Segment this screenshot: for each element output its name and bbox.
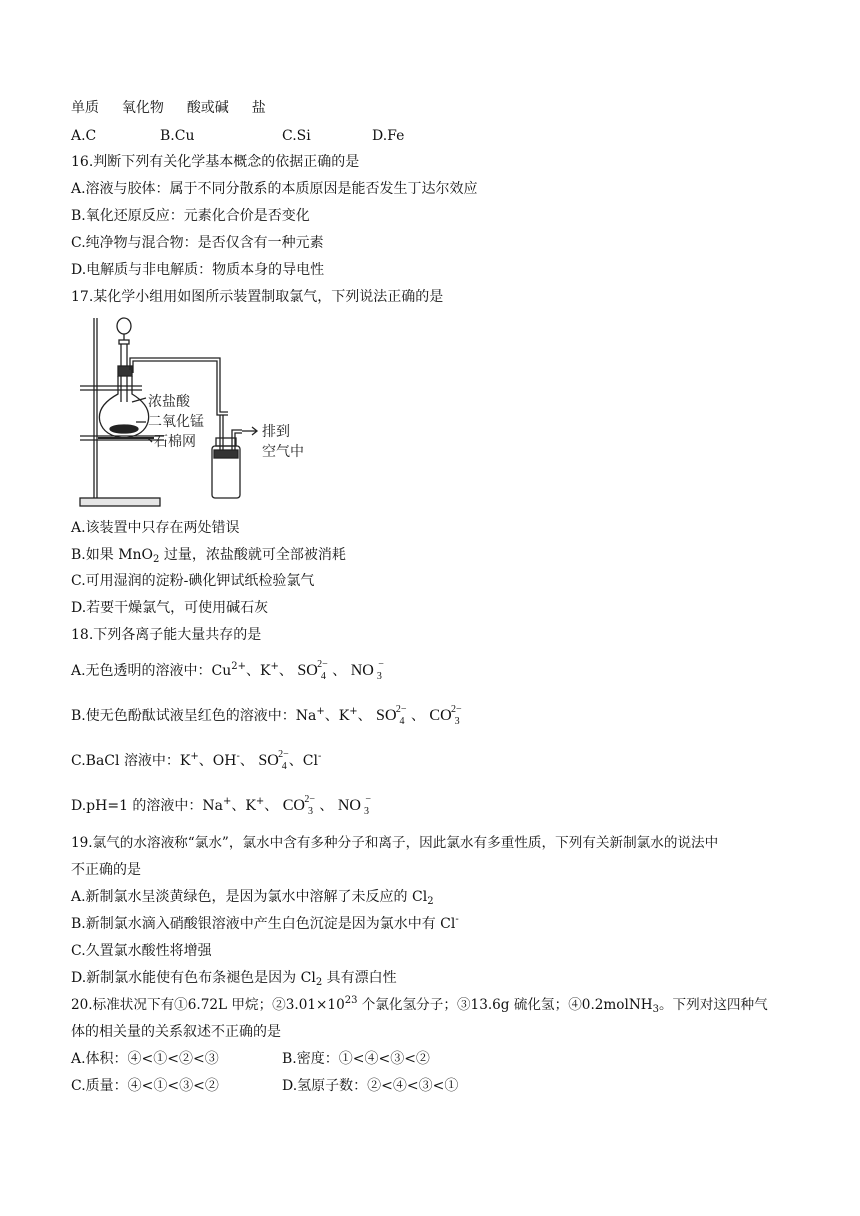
ion-nitrate: NO − 3	[350, 659, 384, 682]
q19-option-d: D.新制氯水能使有色布条褪色是因为 $Cl_2$ 具有漂白性	[71, 970, 397, 988]
table-header-row	[71, 99, 266, 117]
header-oxide: 氧化物	[121, 100, 164, 116]
q20-stem-line2: 体的相关量的关系叙述不正确的是	[71, 1024, 281, 1040]
q16-stem: 16.判断下列有关化学基本概念的依据正确的是	[71, 154, 360, 170]
ion-sulfate: SO 2− 4	[258, 749, 289, 772]
ion-sulfate: SO 2− 4	[297, 659, 328, 682]
q17-stem: 17.某化学小组用如图所示装置制取氯气，下列说法正确的是	[71, 289, 444, 305]
q18-option-d: D.pH=1 的溶液中：Na+、K+、 CO 2− 3 、 NO − 3	[71, 794, 371, 817]
q15-option-b: B.Cu	[160, 128, 195, 144]
label-exhaust-2: 空气中	[262, 444, 304, 460]
q16-option-b: B.氧化还原反应：元素化合价是否变化	[71, 208, 310, 224]
header-salt: 盐	[251, 100, 266, 116]
header-element: 单质	[71, 100, 99, 116]
q20-option-d: D.氢原子数：②<④<③<①	[282, 1078, 459, 1094]
q18-option-a: A.无色透明的溶液中：$Cu^{2+}$、K+、 SO 2− 4 、 NO − 3	[71, 659, 384, 682]
q15-option-c: C.Si	[282, 128, 311, 144]
q16-option-c: C.纯净物与混合物：是否仅含有一种元素	[71, 235, 324, 251]
q19-option-c: C.久置氯水酸性将增强	[71, 943, 212, 959]
q20-option-c: C.质量：④<①<③<②	[71, 1078, 219, 1094]
q20-option-a: A.体积：④<①<②<③	[71, 1051, 219, 1067]
q19-option-b: B.新制氯水滴入硝酸银溶液中产生白色沉淀是因为氯水中有 Cl-	[71, 914, 459, 932]
chlorine-apparatus-figure	[74, 314, 334, 510]
ion-carbonate: CO 2− 3	[429, 704, 462, 727]
label-conc-hcl: 浓盐酸	[148, 394, 190, 410]
q19-stem-line2: 不正确的是	[71, 862, 141, 878]
ion-sulfate: SO 2− 4	[376, 704, 407, 727]
q19-stem-line1: 19.氯气的水溶液称“氯水”，氯水中含有多种分子和离子，因此氯水有多重性质，下列有关新制氯水的说法中	[71, 835, 719, 851]
q15-option-d: D.Fe	[372, 128, 405, 144]
q20-stem-line1: 20.标准状况下有①6.72L 甲烷；$②3.01\times 10^{23}$ 个氯化氢分子；③13.6g 硫化氢；④0.2molNH$_3$。下列对这四种气	[71, 995, 768, 1015]
label-mno2: 二氧化锰	[148, 414, 204, 430]
q18-option-b: B.使无色酚酞试液呈红色的溶液中：Na+、K+、 SO 2− 4 、 CO 2− 3	[71, 704, 462, 727]
header-acid-base: 酸或碱	[186, 100, 229, 116]
label-exhaust-1: 排到	[262, 424, 290, 440]
q19-option-a: A.新制氯水呈淡黄绿色，是因为氯水中溶解了未反应的 $Cl_2$	[71, 889, 434, 907]
q18-option-c: C.BaCl 溶液中：K+、OH-、 SO 2− 4 、Cl-	[71, 749, 322, 772]
label-asbestos-gauze: 石棉网	[154, 434, 196, 450]
q20-option-b: B.密度：①<④<③<②	[282, 1051, 430, 1067]
q16-option-d: D.电解质与非电解质：物质本身的导电性	[71, 262, 325, 278]
q17-option-c: C.可用湿润的淀粉-碘化钾试纸检验氯气	[71, 573, 315, 589]
q18-stem: 18.下列各离子能大量共存的是	[71, 627, 262, 643]
q17-option-d: D.若要干燥氯气，可使用碱石灰	[71, 600, 269, 616]
q17-option-a: A.该装置中只存在两处错误	[71, 520, 240, 536]
q17-option-b: B.如果 MnO$_2$ 过量，浓盐酸就可全部被消耗	[71, 547, 346, 565]
q15-option-a: A.C	[71, 128, 97, 144]
q16-option-a: A.溶液与胶体：属于不同分散系的本质原因是能否发生丁达尔效应	[71, 181, 478, 197]
ion-nitrate: NO − 3	[337, 794, 371, 817]
ion-carbonate: CO 2− 3	[282, 794, 315, 817]
